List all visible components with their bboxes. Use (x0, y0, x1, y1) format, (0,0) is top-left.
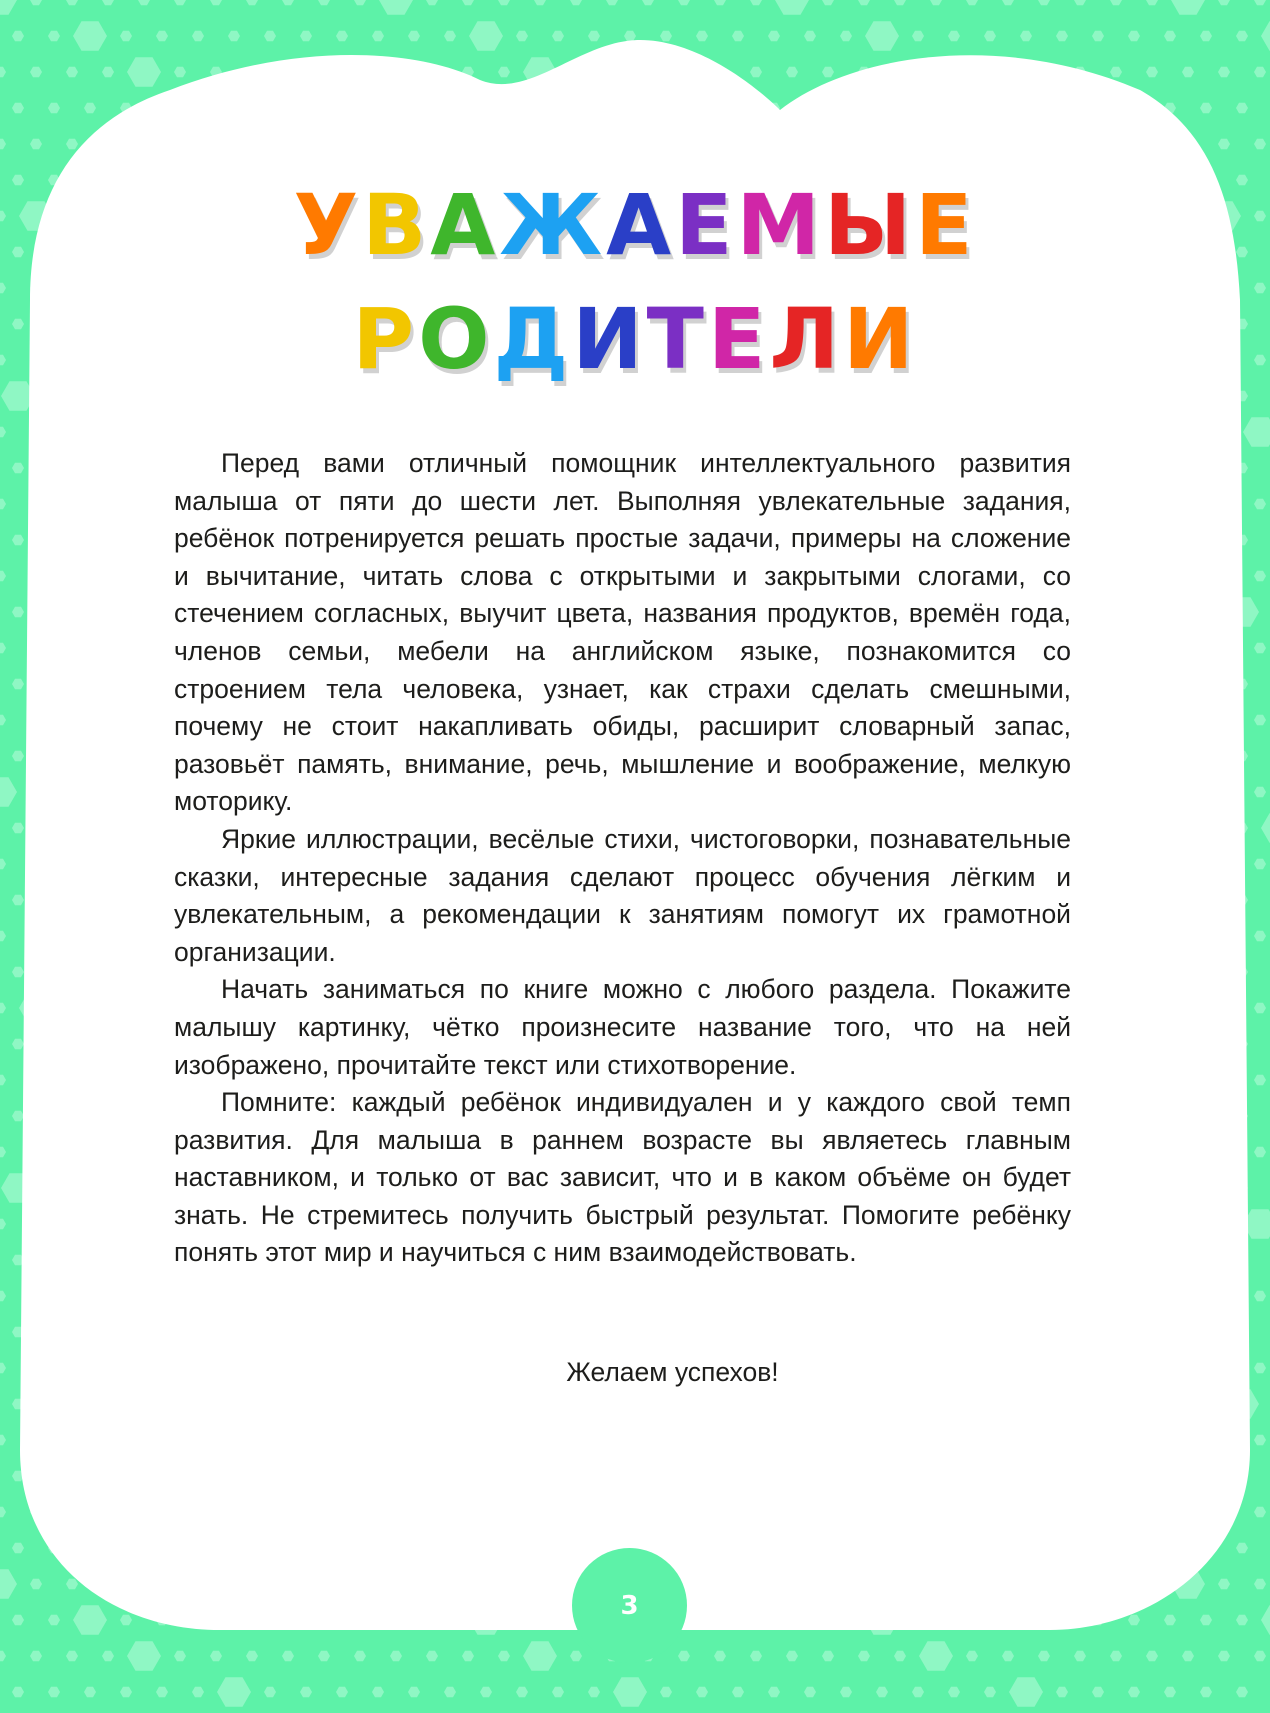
title-letter: И (843, 290, 918, 388)
title-letter: А (606, 176, 676, 274)
paragraph: Помните: каждый ребёнок индивидуален и у каждого свой темп развития. Для малыша в раннем возрасте вы являетесь главным наставником, и только от вас зависит, что и в каком объёме он будет знать. Не стремитесь получить быстрый результат. Помогите ребёнку понять этот мир и научиться с ним взаимодействовать. (174, 1087, 1071, 1268)
title-letter: И (572, 290, 647, 388)
title-line-2 (0, 290, 1270, 388)
title-letter: Е (707, 290, 770, 388)
title-letter: А (430, 176, 500, 274)
title-letter: Л (769, 290, 844, 388)
title-letter: О (418, 290, 494, 388)
page-number: 3 (620, 1590, 639, 1621)
paragraph: Начать заниматься по книге можно с любого раздела. Покажите малышу картинку, чётко произнесите название того, что на ней изображено, прочитайте текст или стихотворение. (174, 974, 1071, 1080)
title-letter: Е (915, 176, 977, 274)
title-letter: Ж (499, 176, 607, 274)
paragraph: Перед вами отличный помощник интеллектуального развития малыша от пяти до шести лет. Выполняя увлекательные задания, ребёнок потренируется решать простые задачи, примеры на сложение и вычитание, читать слова с открытыми и закрытыми слогами, со стечением согласных, выучит цвета, названия продуктов, времён года, членов семьи, мебели на английском языке, познакомится со строением тела человека, узнает, как страхи сделать смешными, почему не стоит накапливать обиды, расширит словарный запас, разовьёт память, внимание, речь, мышление и воображение, мелкую моторику. (174, 448, 1071, 817)
title-line-1 (0, 176, 1270, 274)
title-letter: Д (493, 290, 573, 388)
intro-text (174, 445, 1071, 1272)
title-letter: Р (352, 290, 419, 388)
signoff-text: Желаем успехов! (566, 1357, 779, 1387)
title-letter: Т (646, 290, 708, 388)
title-letter: У (293, 176, 363, 274)
title-letter: Е (675, 176, 737, 274)
title-letter: Ы (824, 176, 916, 274)
paragraph: Яркие иллюстрации, весёлые стихи, чистоговорки, познавательные сказки, интересные задания сделают процесс обучения лёгким и увлекательным, а рекомендации к занятиям помогут их грамотной организации. (174, 823, 1071, 967)
title-letter: М (736, 176, 825, 274)
title-letter: В (362, 176, 431, 274)
page-number-badge (572, 1548, 687, 1663)
